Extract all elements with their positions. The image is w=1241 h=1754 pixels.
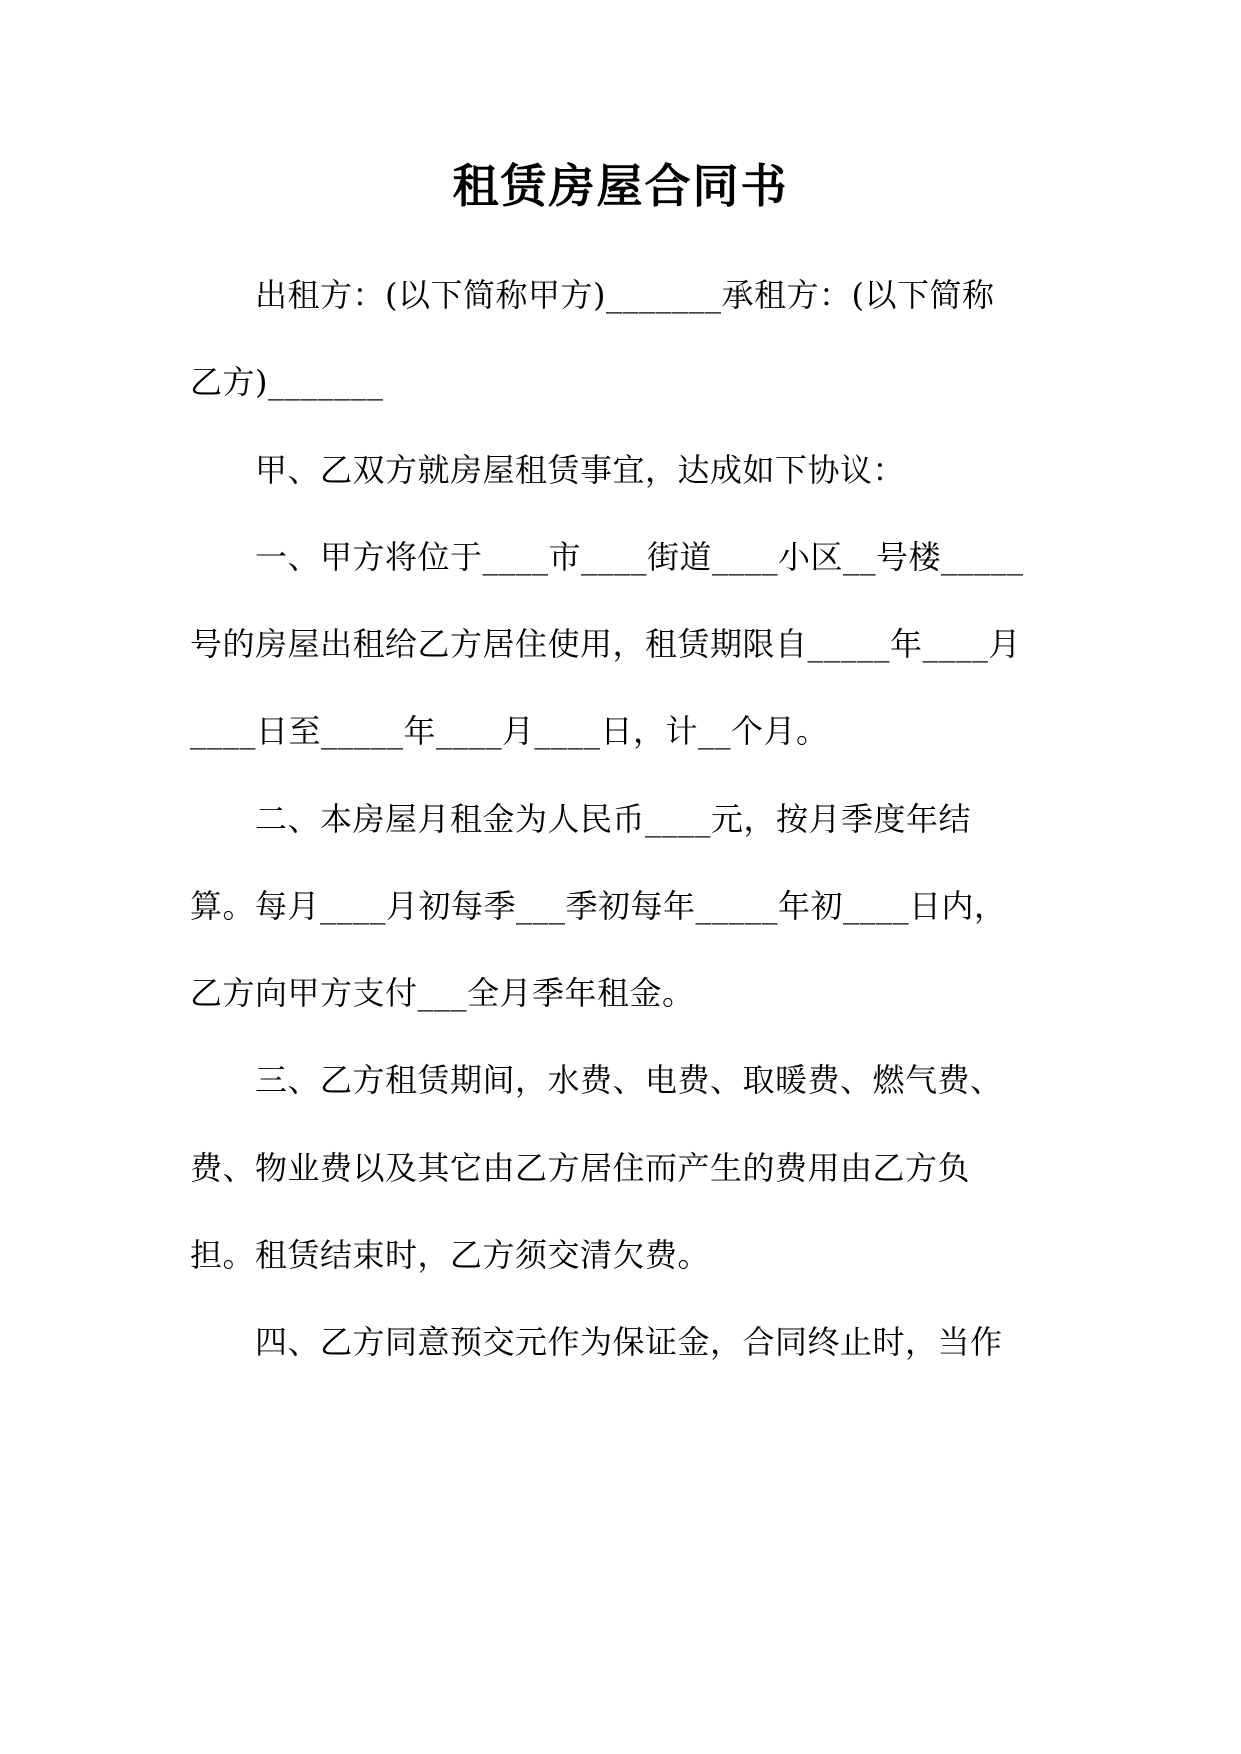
clause-3-line-2: 费、物业费以及其它由乙方居住而产生的费用由乙方负 [190, 1149, 971, 1187]
clause-2-line-2: 算。每月____月初每季___季初每年_____年初____日内， [190, 887, 1007, 925]
clause-1-line-3: ____日至_____年____月____日，计__个月。 [190, 712, 829, 750]
paragraph-parties-line-2: 乙方)_______ [190, 363, 384, 401]
clause-1-line-2: 号的房屋出租给乙方居住使用，租赁期限自_____年____月 [190, 625, 1022, 663]
clause-4-line-1: 四、乙方同意预交元作为保证金，合同终止时，当作 [255, 1323, 1003, 1361]
clause-2-line-3: 乙方向甲方支付___全月季年租金。 [190, 974, 695, 1012]
document-title: 租赁房屋合同书 [452, 159, 789, 213]
paragraph-agreement-intro: 甲、乙双方就房屋租赁事宜，达成如下协议： [255, 451, 906, 489]
clause-2-line-1: 二、本房屋月租金为人民币____元，按月季度年结 [255, 800, 972, 838]
clause-1-line-1: 一、甲方将位于____市____街道____小区__号楼_____ [255, 538, 1024, 576]
paragraph-parties-line-1: 出租方：(以下简称甲方)_______承租方：(以下简称 [255, 276, 995, 314]
clause-3-line-1: 三、乙方租赁期间，水费、电费、取暖费、燃气费、 [255, 1061, 1003, 1099]
clause-3-line-3: 担。租赁结束时，乙方须交清欠费。 [190, 1236, 711, 1274]
